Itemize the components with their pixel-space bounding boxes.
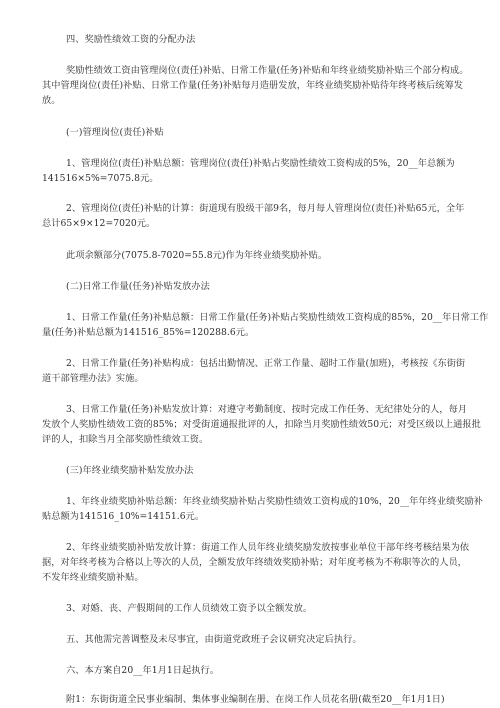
paragraph-line: 据，对年终考核为合格以上等次的人员，全额发放年终绩效奖励补贴；对年度考核为不称职等次的人员， — [42, 557, 467, 568]
subsection-heading: (三)年终业绩奖励补贴发放办法 — [66, 465, 194, 476]
subsection-heading: (二)日常工作量(任务)补贴发放办法 — [66, 281, 210, 292]
paragraph-line: 2、管理岗位(责任)补贴的计算：街道现有股级干部9名，每月每人管理岗位(责任)补贴65元，全年 — [66, 203, 465, 214]
paragraph-line: 贴总额为141516_10%=14151.6元。 — [42, 511, 205, 522]
paragraph-line: 不发年终业绩奖励补贴。 — [42, 572, 144, 583]
paragraph-line: 量(任务)补贴总额为141516_85%=120288.6元。 — [42, 327, 255, 338]
paragraph-line: 1、日常工作量(任务)补贴总额：日常工作量(任务)补贴占奖励性绩效工资构成的85%，20__年日常工作 — [66, 312, 489, 323]
paragraph-line: 五、其他需完善调整及未尽事宜，由街道党政班子会议研究决定后执行。 — [66, 634, 362, 645]
appendix-line: 附1：东街街道全民事业编制、集体事业编制在册、在岗工作人员花名册(截至20__年1月1日) — [66, 694, 445, 705]
paragraph-line: 发放个人奖励性绩效工资的85%；对受街道通报批评的人，扣除当月奖励性绩效50元；对受区级以上通报批 — [42, 419, 481, 430]
paragraph-line: 评的人，扣除当月全部奖励性绩效工资。 — [42, 434, 209, 445]
paragraph-line: 141516×5%=7075.8元。 — [42, 173, 159, 184]
paragraph-line: 此项余额部分(7075.8-7020=55.8元)作为年终业绩奖励补贴。 — [66, 250, 328, 261]
paragraph-line: 3、对婚、丧、产假期间的工作人员绩效工资予以全额发放。 — [66, 603, 313, 614]
subsection-heading: (一)管理岗位(责任)补贴 — [66, 127, 164, 138]
paragraph-line: 六、本方案自20__年1月1日起执行。 — [66, 665, 219, 676]
paragraph-line: 放。 — [42, 95, 61, 106]
section-heading: 四、奖励性绩效工资的分配办法 — [66, 34, 196, 45]
paragraph-line: 2、年终业绩奖励补贴发放计算：街道工作人员年终业绩奖励发放按事业单位干部年终考核结果为依 — [66, 542, 470, 553]
paragraph-line: 3、日常工作量(任务)补贴发放计算：对遵守考勤制度、按时完成工作任务、无纪律处分的人，每月 — [66, 404, 468, 415]
paragraph-line: 1、管理岗位(责任)补贴总额：管理岗位(责任)补贴占奖励性绩效工资构成的5%，20__年总额为 — [66, 158, 455, 169]
paragraph-line: 2、日常工作量(任务)补贴构成：包括出勤情况、正常工作量、超时工作量(加班)，考核按《东街街 — [66, 358, 466, 369]
paragraph-line: 总计65×9×12=7020元。 — [42, 218, 156, 229]
paragraph-line: 其中管理岗位(责任)补贴、日常工作量(任务)补贴每月造册发放，年终业绩奖励补贴待年终考核后统筹发 — [42, 80, 463, 91]
paragraph-line: 道干部管理办法》实施。 — [42, 373, 144, 384]
paragraph-line: 奖励性绩效工资由管理岗位(责任)补贴、日常工作量(任务)补贴和年终业绩奖励补贴三个部分构成。 — [66, 65, 469, 76]
paragraph-line: 1、年终业绩奖励补贴总额：年终业绩奖励补贴占奖励性绩效工资构成的10%，20__年年终业绩奖励补 — [66, 496, 484, 507]
